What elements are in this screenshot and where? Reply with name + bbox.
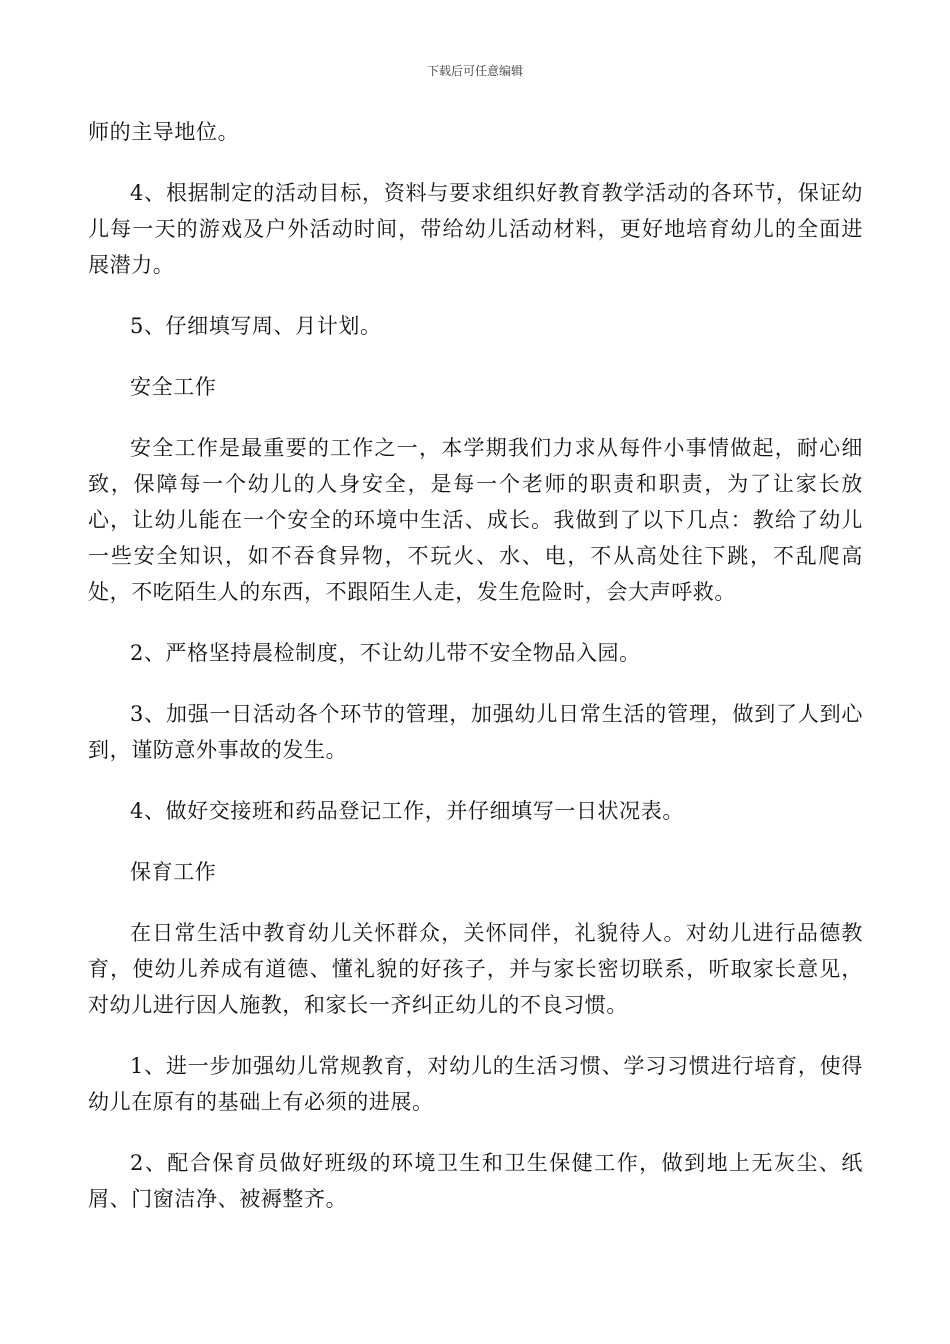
paragraph: 2、严格坚持晨检制度，不让幼儿带不安全物品入园。 (130, 641, 641, 665)
paragraph: 4、做好交接班和药品登记工作，并仔细填写一日状况表。 (130, 799, 684, 823)
paragraph: 5、仔细填写周、月计划。 (130, 314, 382, 338)
section-heading-safety: 安全工作 (130, 375, 217, 399)
page-header: 下载后可任意编辑 (426, 64, 523, 78)
document-body (88, 114, 863, 1242)
paragraph: 安全工作是最重要的工作之一，本学期我们力求从每件小事情做起，耐心细致，保障每一个幼儿的人身安全，是每一个老师的职责和职责，为了让家长放心，让幼儿能在一个安全的环境中生活、成长。我做到了以下几点：教给了幼儿一些安全知识，如不吞食异物，不玩火、水、电，不从高处往下跳，不乱爬高处，不吃陌生人的东西，不跟陌生人走，发生危险时，会大声呼救。 (88, 436, 863, 604)
paragraph: 3、加强一日活动各个环节的管理，加强幼儿日常生活的管理，做到了人到心到，谨防意外事故的发生。 (88, 702, 863, 762)
section-heading-care: 保育工作 (130, 860, 217, 884)
paragraph: 在日常生活中教育幼儿关怀群众，关怀同伴，礼貌待人。对幼儿进行品德教育，使幼儿养成有道德、懂礼貌的好孩子，并与家长密切联系，听取家长意见，对幼儿进行因人施教，和家长一齐纠正幼儿的不良习惯。 (88, 921, 863, 1017)
paragraph: 师的主导地位。 (88, 120, 240, 144)
paragraph: 4、根据制定的活动目标，资料与要求组织好教育教学活动的各环节，保证幼儿每一天的游戏及户外活动时间，带给幼儿活动材料，更好地培育幼儿的全面进展潜力。 (88, 181, 863, 277)
paragraph: 2、配合保育员做好班级的环境卫生和卫生保健工作，做到地上无灰尘、纸屑、门窗洁净、被褥整齐。 (88, 1151, 863, 1211)
paragraph: 1、进一步加强幼儿常规教育，对幼儿的生活习惯、学习习惯进行培育，使得幼儿在原有的基础上有必须的进展。 (88, 1054, 863, 1114)
